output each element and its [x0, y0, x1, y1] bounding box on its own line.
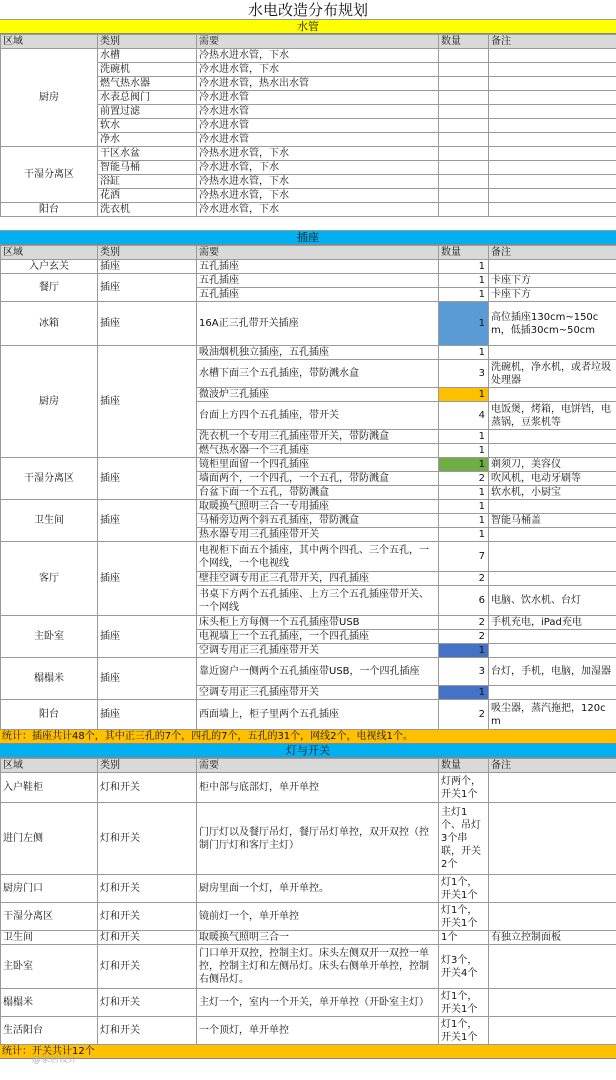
table-row [1, 458, 616, 472]
need-cell: 冷水进水管 [197, 133, 439, 147]
empty-cell [439, 147, 489, 161]
note-cell [489, 903, 616, 931]
qty-cell: 灯1个，开关1个 [439, 989, 489, 1017]
note-cell [489, 500, 616, 514]
qty-cell: 1 [439, 514, 489, 528]
need-cell: 主灯一个，室内一个开关，单开单控（开卧室主灯） [197, 989, 439, 1017]
need-cell: 冷热水进水管，下水 [197, 49, 439, 63]
empty-cell [489, 91, 616, 105]
table-row [1, 658, 616, 686]
need-cell: 西面墙上，柜子里两个五孔插座 [197, 700, 439, 730]
qty-cell: 1 [439, 644, 489, 658]
empty-cell [439, 175, 489, 189]
category-cell: 插座 [98, 346, 197, 458]
zone-cell: 阳台 [1, 700, 98, 730]
need-cell: 水槽下面三个五孔插座，带防溅水盒 [197, 360, 439, 388]
header-cell: 类别 [98, 246, 197, 260]
need-cell: 冷水进水管 [197, 91, 439, 105]
need-cell: 门厅灯以及餐厅吊灯，餐厅吊灯单控，双开双控（控制门厅灯和客厅主灯） [197, 803, 439, 875]
need-cell: 电视柜下面五个插座，其中两个四孔、三个五孔，一个网线，一个电视线 [197, 542, 439, 572]
qty-cell: 3 [439, 360, 489, 388]
need-cell: 马桶旁边两个斜五孔插座，带防溅盒 [197, 514, 439, 528]
note-cell [489, 989, 616, 1017]
qty-cell: 2 [439, 630, 489, 644]
qty-cell: 4 [439, 402, 489, 430]
qty-cell: 1 [439, 458, 489, 472]
category-cell: 洗碗机 [98, 63, 197, 77]
zone-cell: 阳台 [1, 203, 98, 217]
zone-cell: 干湿分离区 [1, 903, 98, 931]
table-row [1, 147, 616, 161]
category-cell: 前置过滤 [98, 105, 197, 119]
need-cell: 台盆下面一个五孔，带防溅盒 [197, 486, 439, 500]
qty-cell: 1 [439, 444, 489, 458]
sheet-title: 水电改造分布规划 [0, 0, 616, 20]
need-cell: 镜柜里面留一个四孔插座 [197, 458, 439, 472]
need-cell: 冷热水进水管，下水 [197, 147, 439, 161]
need-cell: 冷水进水管 [197, 105, 439, 119]
empty-cell [439, 77, 489, 91]
category-cell: 插座 [98, 274, 197, 302]
note-cell [489, 1017, 616, 1045]
header-cell: 数量 [439, 759, 489, 773]
note-cell [489, 346, 616, 360]
qty-cell: 1 [439, 388, 489, 402]
need-cell: 冷水进水管，下水 [197, 63, 439, 77]
need-cell: 五孔插座 [197, 274, 439, 288]
table-row [1, 203, 616, 217]
qty-cell: 1 [439, 686, 489, 700]
table-row [1, 1017, 616, 1045]
table-row [1, 49, 616, 63]
qty-cell: 1 [439, 346, 489, 360]
note-cell [489, 644, 616, 658]
qty-cell: 灯1个，开关1个 [439, 903, 489, 931]
zone-cell: 榻榻米 [1, 989, 98, 1017]
qty-cell: 1 [439, 430, 489, 444]
note-cell [489, 542, 616, 572]
empty-cell [489, 203, 616, 217]
qty-cell: 主灯1个、吊灯3个串联，开关2个 [439, 803, 489, 875]
category-cell: 净水 [98, 133, 197, 147]
category-cell: 灯和开关 [98, 931, 197, 945]
note-cell: 高位插座130cm~150cm，低插30cm~50cm [489, 302, 616, 346]
category-cell: 灯和开关 [98, 803, 197, 875]
category-cell: 智能马桶 [98, 161, 197, 175]
empty-cell [439, 189, 489, 203]
table-row [1, 302, 616, 346]
qty-cell: 6 [439, 586, 489, 616]
note-cell [489, 773, 616, 803]
qty-cell: 2 [439, 616, 489, 630]
header-cell: 备注 [489, 759, 616, 773]
spacer-row [0, 217, 616, 231]
table-row [1, 542, 616, 572]
table-row [1, 700, 616, 730]
qty-cell: 1 [439, 288, 489, 302]
note-cell [489, 572, 616, 586]
category-cell: 插座 [98, 542, 197, 616]
table-row [1, 260, 616, 274]
section-band-light: 灯与开关 [0, 744, 616, 758]
note-cell: 电脑、饮水机、台灯 [489, 586, 616, 616]
note-cell [489, 875, 616, 903]
category-cell: 洗衣机 [98, 203, 197, 217]
note-cell [489, 803, 616, 875]
empty-cell [489, 105, 616, 119]
note-cell: 手机充电，iPad充电 [489, 616, 616, 630]
note-cell [489, 444, 616, 458]
zone-cell: 冰箱 [1, 302, 98, 346]
category-cell: 水槽 [98, 49, 197, 63]
need-cell: 取暖换气照明三合一专用插座 [197, 500, 439, 514]
category-cell: 灯和开关 [98, 903, 197, 931]
category-cell: 插座 [98, 500, 197, 542]
zone-cell: 生活阳台 [1, 1017, 98, 1045]
qty-cell: 灯1个，开关1个 [439, 1017, 489, 1045]
need-cell: 微波炉三孔插座 [197, 388, 439, 402]
table-row [1, 903, 616, 931]
category-cell: 插座 [98, 302, 197, 346]
need-cell: 靠近窗户一侧两个五孔插座带USB，一个四孔插座 [197, 658, 439, 686]
section-band-socket: 插座 [0, 231, 616, 245]
category-cell: 干区水盆 [98, 147, 197, 161]
table-row [1, 346, 616, 360]
need-cell: 冷热水进水管，下水 [197, 175, 439, 189]
zone-cell: 榻榻米 [1, 658, 98, 700]
note-cell [489, 945, 616, 989]
header-row [1, 759, 616, 773]
category-cell: 灯和开关 [98, 773, 197, 803]
note-cell: 卡座下方 [489, 274, 616, 288]
need-cell: 书桌下方两个五孔插座、上方三个五孔插座带开关、一个网线 [197, 586, 439, 616]
header-cell: 数量 [439, 246, 489, 260]
header-cell: 类别 [98, 759, 197, 773]
table-row [1, 274, 616, 288]
note-cell: 有独立控制面板 [489, 931, 616, 945]
light-summary: 统计：开关共计12个 [0, 1045, 616, 1059]
qty-cell: 1 [439, 302, 489, 346]
need-cell: 门口单开双控，控制主灯。床头左侧双开一双控一单控，控制主灯和左侧吊灯。床头右侧单开单控，控制右侧吊灯。 [197, 945, 439, 989]
note-cell: 软水机，小厨宝 [489, 486, 616, 500]
category-cell: 水表总阀门 [98, 91, 197, 105]
light-table [0, 758, 616, 1045]
table-row [1, 773, 616, 803]
note-cell: 卡座下方 [489, 288, 616, 302]
header-cell: 数量 [439, 35, 489, 49]
empty-cell [489, 133, 616, 147]
qty-cell: 灯3个，开关4个 [439, 945, 489, 989]
qty-cell: 2 [439, 700, 489, 730]
need-cell: 冷水进水管，下水 [197, 203, 439, 217]
note-cell: 台灯，手机，电脑，加湿器 [489, 658, 616, 686]
note-cell: 洗碗机，净水机，或者垃圾处理器 [489, 360, 616, 388]
empty-cell [439, 49, 489, 63]
need-cell: 五孔插座 [197, 260, 439, 274]
note-cell: 吹风机，电动牙刷等 [489, 472, 616, 486]
zone-cell: 厨房 [1, 49, 98, 147]
watermark: @家居设计 [32, 1055, 78, 1065]
qty-cell: 1 [439, 260, 489, 274]
need-cell: 冷热水进水管，下水 [197, 189, 439, 203]
qty-cell: 1个 [439, 931, 489, 945]
qty-cell: 1 [439, 528, 489, 542]
table-row [1, 989, 616, 1017]
qty-cell: 1 [439, 486, 489, 500]
empty-cell [439, 91, 489, 105]
need-cell: 吸油烟机独立插座，五孔插座 [197, 346, 439, 360]
category-cell: 软水 [98, 119, 197, 133]
category-cell: 灯和开关 [98, 945, 197, 989]
need-cell: 柜中部与底部灯，单开单控 [197, 773, 439, 803]
note-cell [489, 430, 616, 444]
header-cell: 区域 [1, 759, 98, 773]
qty-cell: 1 [439, 274, 489, 288]
note-cell: 智能马桶盖 [489, 514, 616, 528]
need-cell: 电视墙上一个五孔插座，一个四孔插座 [197, 630, 439, 644]
category-cell: 插座 [98, 700, 197, 730]
category-cell: 灯和开关 [98, 989, 197, 1017]
category-cell: 花洒 [98, 189, 197, 203]
table-row [1, 803, 616, 875]
qty-cell: 2 [439, 472, 489, 486]
note-cell [489, 686, 616, 700]
note-cell [489, 260, 616, 274]
category-cell: 灯和开关 [98, 875, 197, 903]
zone-cell: 干湿分离区 [1, 147, 98, 203]
empty-cell [439, 133, 489, 147]
empty-cell [489, 189, 616, 203]
zone-cell: 卫生间 [1, 500, 98, 542]
need-cell: 16A正三孔带开关插座 [197, 302, 439, 346]
empty-cell [489, 49, 616, 63]
socket-summary: 统计：插座共计48个，其中正三孔的7个，四孔的7个，五孔的31个，网线2个，电视线1个。 [0, 730, 616, 744]
zone-cell: 厨房 [1, 346, 98, 458]
header-row [1, 246, 616, 260]
zone-cell: 干湿分离区 [1, 458, 98, 500]
note-cell [489, 388, 616, 402]
empty-cell [439, 105, 489, 119]
qty-cell: 2 [439, 572, 489, 586]
need-cell: 台面上方四个五孔插座，带开关 [197, 402, 439, 430]
category-cell: 插座 [98, 458, 197, 500]
qty-cell: 7 [439, 542, 489, 572]
empty-cell [439, 161, 489, 175]
zone-cell: 进门左侧 [1, 803, 98, 875]
section-band-water: 水管 [0, 20, 616, 34]
table-row [1, 500, 616, 514]
empty-cell [489, 161, 616, 175]
note-cell [489, 630, 616, 644]
need-cell: 墙面两个，一个四孔，一个五孔，带防溅盒 [197, 472, 439, 486]
zone-cell: 入户鞋柜 [1, 773, 98, 803]
header-cell: 备注 [489, 35, 616, 49]
zone-cell: 厨房门口 [1, 875, 98, 903]
empty-cell [439, 203, 489, 217]
category-cell: 浴缸 [98, 175, 197, 189]
category-cell: 插座 [98, 658, 197, 700]
need-cell: 镜前灯一个，单开单控 [197, 903, 439, 931]
category-cell: 灯和开关 [98, 1017, 197, 1045]
empty-cell [489, 119, 616, 133]
qty-cell: 1 [439, 500, 489, 514]
need-cell: 厨房里面一个灯，单开单控。 [197, 875, 439, 903]
socket-table [0, 245, 616, 730]
category-cell: 插座 [98, 616, 197, 658]
water-table [0, 34, 616, 217]
note-cell: 吸尘器，蒸汽拖把，120cm [489, 700, 616, 730]
empty-cell [489, 147, 616, 161]
note-cell: 电饭煲，烤箱，电饼铛，电蒸锅，豆浆机等 [489, 402, 616, 430]
empty-cell [489, 63, 616, 77]
need-cell: 五孔插座 [197, 288, 439, 302]
header-cell: 区域 [1, 35, 98, 49]
header-cell: 区域 [1, 246, 98, 260]
need-cell: 壁挂空调专用正三孔带开关，四孔插座 [197, 572, 439, 586]
header-cell: 类别 [98, 35, 197, 49]
zone-cell: 入户玄关 [1, 260, 98, 274]
need-cell: 一个顶灯，单开单控 [197, 1017, 439, 1045]
qty-cell: 灯两个，开关1个 [439, 773, 489, 803]
need-cell: 冷水进水管 [197, 119, 439, 133]
empty-cell [439, 119, 489, 133]
note-cell: 剃须刀，美容仪 [489, 458, 616, 472]
table-row [1, 945, 616, 989]
header-cell: 需要 [197, 35, 439, 49]
qty-cell: 灯1个，开关1个 [439, 875, 489, 903]
category-cell: 插座 [98, 260, 197, 274]
need-cell: 空调专用正三孔插座带开关 [197, 644, 439, 658]
need-cell: 冷水进水管，下水 [197, 161, 439, 175]
empty-cell [439, 63, 489, 77]
header-cell: 需要 [197, 246, 439, 260]
header-row [1, 35, 616, 49]
zone-cell: 主卧室 [1, 945, 98, 989]
need-cell: 热水器专用三孔插座带开关 [197, 528, 439, 542]
zone-cell: 餐厅 [1, 274, 98, 302]
need-cell: 洗衣机一个专用三孔插座带开关，带防溅盒 [197, 430, 439, 444]
need-cell: 取暖换气照明三合一 [197, 931, 439, 945]
table-row [1, 931, 616, 945]
category-cell: 燃气热水器 [98, 77, 197, 91]
empty-cell [489, 77, 616, 91]
table-row [1, 616, 616, 630]
note-cell [489, 528, 616, 542]
table-row [1, 875, 616, 903]
empty-cell [489, 175, 616, 189]
zone-cell: 主卧室 [1, 616, 98, 658]
need-cell: 燃气热水器一个三孔插座 [197, 444, 439, 458]
need-cell: 床头柜上方每侧一个五孔插座带USB [197, 616, 439, 630]
zone-cell: 客厅 [1, 542, 98, 616]
header-cell: 需要 [197, 759, 439, 773]
header-cell: 备注 [489, 246, 616, 260]
need-cell: 空调专用正三孔插座带开关 [197, 686, 439, 700]
need-cell: 冷水进水管，热水出水管 [197, 77, 439, 91]
qty-cell: 3 [439, 658, 489, 686]
zone-cell: 卫生间 [1, 931, 98, 945]
